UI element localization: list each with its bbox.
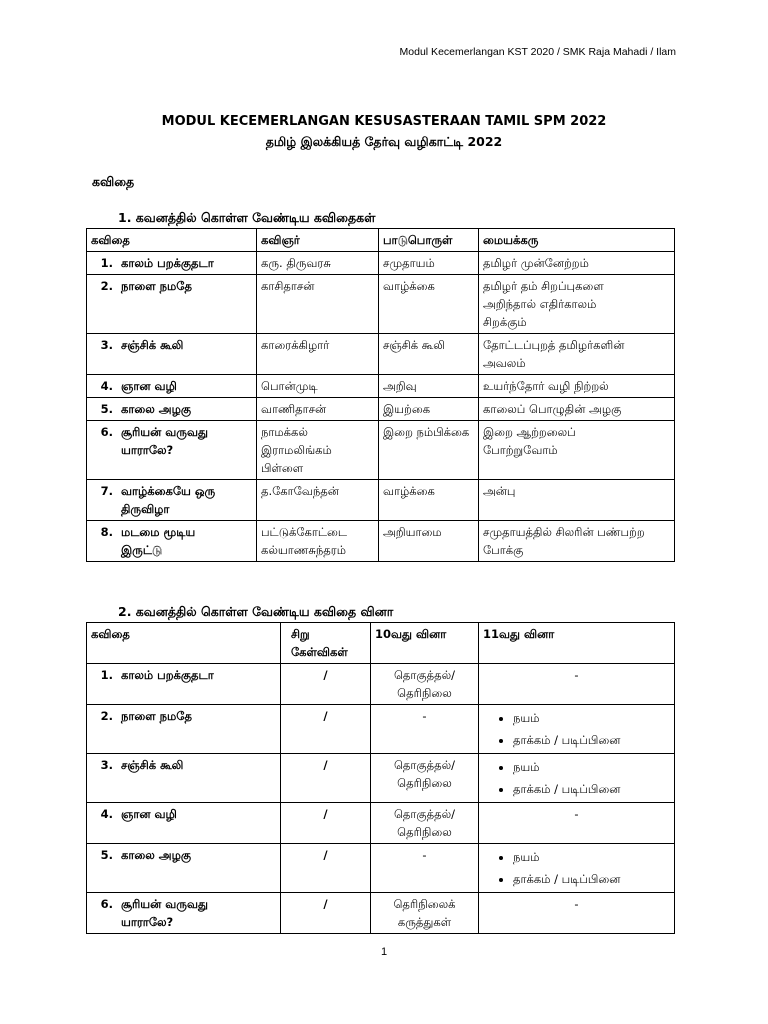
poet-cell: நாமக்கல் இராமலிங்கம் பிள்ளை <box>257 421 379 480</box>
row-number: 4. <box>100 807 113 821</box>
subject-cell: சமுதாயம் <box>379 252 479 275</box>
poem-title: காலம் பறக்குதடா <box>121 668 214 682</box>
subject-cell: இயற்கை <box>379 398 479 421</box>
document-subtitle: தமிழ் இலக்கியத் தேர்வு வழிகாட்டி 2022 <box>265 134 503 149</box>
list-item: • நயம் <box>513 707 670 729</box>
subject-cell: வாழ்க்கை <box>379 480 479 521</box>
theme-cell: தோட்டப்புறத் தமிழர்களின் அவலம் <box>479 334 675 375</box>
short-questions-cell: / <box>281 803 371 844</box>
subject-cell: அறிவு <box>379 375 479 398</box>
subject-cell: இறை நம்பிக்கை <box>379 421 479 480</box>
question-10-cell: தெரிநிலைக் கருத்துகள் <box>371 893 479 934</box>
theme-cell: இறை ஆற்றலைப் போற்றுவோம் <box>479 421 675 480</box>
question-10-cell: தொகுத்தல்/ தெரிநிலை <box>371 754 479 803</box>
table-header-row <box>87 623 675 664</box>
poem-cell <box>87 664 281 705</box>
part2-heading: 2. கவனத்தில் கொள்ள வேண்டிய கவிதை வினா <box>118 604 394 619</box>
poem-title: சஞ்சிக் கூலி <box>121 338 184 352</box>
question-10-cell: - <box>371 844 479 893</box>
table-row <box>87 893 675 934</box>
row-number: 4. <box>100 379 113 393</box>
poem-title: காலம் பறக்குதடா <box>121 256 214 270</box>
poem-cell <box>87 252 257 275</box>
row-number: 6. <box>100 425 113 439</box>
row-number: 2. <box>100 279 113 293</box>
table-row <box>87 275 675 334</box>
poem-title: ஞான வழி <box>121 379 177 393</box>
question-11-cell <box>479 754 675 803</box>
list-item: • தாக்கம் / படிப்பினை <box>513 778 670 800</box>
poet-cell: பொன்முடி <box>257 375 379 398</box>
poem-title: நாளை நமதே <box>121 279 192 293</box>
poem-cell <box>87 844 281 893</box>
question-11-cell <box>479 844 675 893</box>
list-item: • தாக்கம் / படிப்பினை <box>513 868 670 890</box>
poem-title: சூரியன் வருவது யாராலே? <box>121 897 208 929</box>
page-number: 1 <box>380 946 388 958</box>
poem-cell <box>87 398 257 421</box>
poem-title: சூரியன் வருவது யாராலே? <box>121 425 208 457</box>
theme-cell: தமிழர் முன்னேற்றம் <box>479 252 675 275</box>
theme-cell: உயர்ந்தோர் வழி நிற்றல் <box>479 375 675 398</box>
poem-title: மடமை மூடிய இருட்டு <box>121 525 196 557</box>
subject-cell: வாழ்க்கை <box>379 275 479 334</box>
poet-cell: காரைக்கிழார் <box>257 334 379 375</box>
column-header: சிறு கேள்விகள் <box>281 623 371 664</box>
row-number: 5. <box>100 402 113 416</box>
column-header: மையக்கரு <box>479 229 675 252</box>
poet-cell: காசிதாசன் <box>257 275 379 334</box>
document-title: MODUL KECEMERLANGAN KESUSASTERAAN TAMIL SPM 2022 <box>161 114 607 129</box>
table-row <box>87 521 675 562</box>
table-row <box>87 398 675 421</box>
poem-cell <box>87 480 257 521</box>
poems-table <box>86 228 675 562</box>
poem-cell <box>87 893 281 934</box>
poem-title: ஞான வழி <box>121 807 177 821</box>
row-number: 2. <box>100 709 113 723</box>
column-header: கவிதை <box>87 229 257 252</box>
short-questions-cell: / <box>281 664 371 705</box>
table-row <box>87 754 675 803</box>
row-number: 6. <box>100 897 113 911</box>
column-header: கவிதை <box>87 623 281 664</box>
poem-cell <box>87 705 281 754</box>
list-item: • நயம் <box>513 846 670 868</box>
column-header: 10வது வினா <box>371 623 479 664</box>
question-10-cell: - <box>371 705 479 754</box>
list-item: • தாக்கம் / படிப்பினை <box>513 729 670 751</box>
table-row <box>87 421 675 480</box>
poem-title: வாழ்க்கையே ஒரு திருவிழா <box>121 484 216 516</box>
poem-cell <box>87 803 281 844</box>
theme-cell: தமிழர் தம் சிறப்புகளை அறிந்தால் எதிர்காலம் சிறக்கும் <box>479 275 675 334</box>
row-number: 8. <box>100 525 113 539</box>
table-row <box>87 480 675 521</box>
question-11-list <box>483 707 670 751</box>
poem-cell <box>87 754 281 803</box>
poet-cell: வாணிதாசன் <box>257 398 379 421</box>
question-11-cell: - <box>479 893 675 934</box>
poet-cell: பட்டுக்கோட்டை கல்யாணசுந்தரம் <box>257 521 379 562</box>
question-11-list <box>483 846 670 890</box>
subject-cell: சஞ்சிக் கூலி <box>379 334 479 375</box>
question-10-cell: தொகுத்தல்/ தெரிநிலை <box>371 664 479 705</box>
poem-cell <box>87 421 257 480</box>
poem-title: சஞ்சிக் கூலி <box>121 758 184 772</box>
question-11-cell <box>479 705 675 754</box>
table-row <box>87 664 675 705</box>
poet-cell: கரு. திருவரசு <box>257 252 379 275</box>
poet-cell: த.கோவேந்தன் <box>257 480 379 521</box>
poem-cell <box>87 275 257 334</box>
row-number: 3. <box>100 758 113 772</box>
column-header: கவிஞர் <box>257 229 379 252</box>
table-row <box>87 334 675 375</box>
section-heading: கவிதை <box>92 174 135 189</box>
short-questions-cell: / <box>281 893 371 934</box>
theme-cell: சமுதாயத்தில் சிலரின் பண்பற்ற போக்கு <box>479 521 675 562</box>
subject-cell: அறியாமை <box>379 521 479 562</box>
theme-cell: அன்பு <box>479 480 675 521</box>
column-header: 11வது வினா <box>479 623 675 664</box>
poem-cell <box>87 375 257 398</box>
poem-questions-table <box>86 622 675 934</box>
table-row <box>87 375 675 398</box>
question-11-cell: - <box>479 664 675 705</box>
row-number: 1. <box>100 668 113 682</box>
row-number: 1. <box>100 256 113 270</box>
theme-cell: காலைப் பொழுதின் அழகு <box>479 398 675 421</box>
question-11-cell: - <box>479 803 675 844</box>
question-10-cell: தொகுத்தல்/ தெரிநிலை <box>371 803 479 844</box>
short-questions-cell: / <box>281 754 371 803</box>
table-row <box>87 844 675 893</box>
row-number: 3. <box>100 338 113 352</box>
question-11-list <box>483 756 670 800</box>
running-header: Modul Kecemerlangan KST 2020 / SMK Raja Mahadi / Ilam <box>399 46 676 58</box>
short-questions-cell: / <box>281 705 371 754</box>
list-item: • நயம் <box>513 756 670 778</box>
short-questions-cell: / <box>281 844 371 893</box>
table-header-row <box>87 229 675 252</box>
table-row <box>87 803 675 844</box>
poem-title: காலை அழகு <box>121 402 191 416</box>
poem-cell <box>87 521 257 562</box>
table-row <box>87 705 675 754</box>
poem-title: காலை அழகு <box>121 848 191 862</box>
poem-cell <box>87 334 257 375</box>
row-number: 7. <box>100 484 113 498</box>
column-header: பாடுபொருள் <box>379 229 479 252</box>
part1-heading: 1. கவனத்தில் கொள்ள வேண்டிய கவிதைகள் <box>118 210 376 225</box>
row-number: 5. <box>100 848 113 862</box>
table-row <box>87 252 675 275</box>
poem-title: நாளை நமதே <box>121 709 192 723</box>
